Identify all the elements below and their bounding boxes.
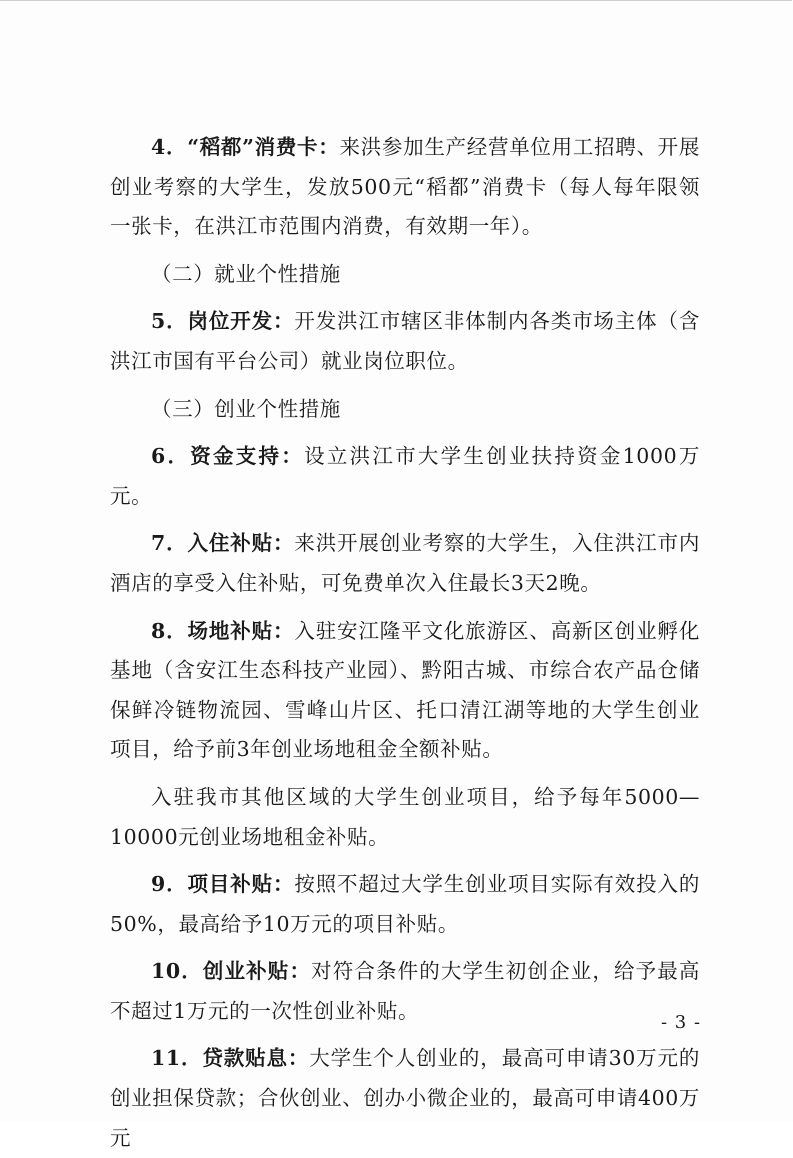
item-site-subsidy [110, 612, 700, 770]
item-label: 5．岗位开发： [151, 309, 295, 334]
item-text: 入驻安江隆平文化旅游区、高新区创业孵化基地（含安江生态科技产业园）、黔阳古城、市综合农产品仓储保鲜冷链物流园、雪峰山片区、托口清江湖等地的大学生创业项目，给予前3年创业场地租金全额补贴。 [110, 618, 700, 762]
item-label: 6．资金支持： [151, 444, 305, 469]
section-heading-employment: （二）就业个性措施 [151, 261, 341, 286]
item-text: 开发洪江市辖区非体制内各类市场主体（含洪江市国有平台公司）就业岗位职位。 [110, 309, 700, 373]
item-label: 10．创业补贴： [151, 959, 312, 984]
item-label: 9．项目补贴： [151, 872, 295, 897]
item-text: 设立洪江市大学生创业扶持资金1000万元。 [110, 444, 700, 508]
item-text: 大学生个人创业的，最高可申请30万元的创业担保贷款；合伙创业、创办小微企业的，最高可申请400万元 [110, 1046, 701, 1150]
item-text: 按照不超过大学生创业项目实际有效投入的50%，最高给予10万元的项目补贴。 [110, 872, 700, 936]
item-label: 7．入住补贴： [151, 531, 295, 556]
page-number: - 3 - [661, 1012, 702, 1033]
item-fund-support [110, 437, 700, 516]
item-consumption-card [110, 128, 700, 247]
item-label: 4．“稻都”消费卡： [151, 135, 340, 159]
item-label: 11．贷款贴息： [151, 1046, 310, 1071]
item-job-development [110, 302, 700, 381]
item-text: 来洪开展创业考察的大学生，入住洪江市内酒店的享受入住补贴，可免费单次入住最长3天2晚。 [110, 531, 700, 595]
document-body [110, 128, 700, 1158]
item-loan-interest [110, 1039, 700, 1158]
item-text: 对符合条件的大学生初创企业，给予最高不超过1万元的一次性创业补贴。 [110, 959, 700, 1023]
item-project-subsidy [110, 865, 700, 944]
item-startup-subsidy [110, 952, 700, 1031]
scan-edge [0, 0, 792, 6]
item-accommodation-subsidy [110, 524, 700, 603]
item-site-subsidy-other: 入驻我市其他区域的大学生创业项目，给予每年5000—10000元创业场地租金补贴。 [110, 784, 700, 849]
section-heading-entrepreneurship: （三）创业个性措施 [151, 396, 341, 421]
item-text: 来洪参加生产经营单位用工招聘、开展创业考察的大学生，发放500元“稻都”消费卡（每人每年限领一张卡，在洪江市范围内消费，有效期一年）。 [110, 135, 700, 239]
item-label: 8．场地补贴： [151, 618, 295, 643]
